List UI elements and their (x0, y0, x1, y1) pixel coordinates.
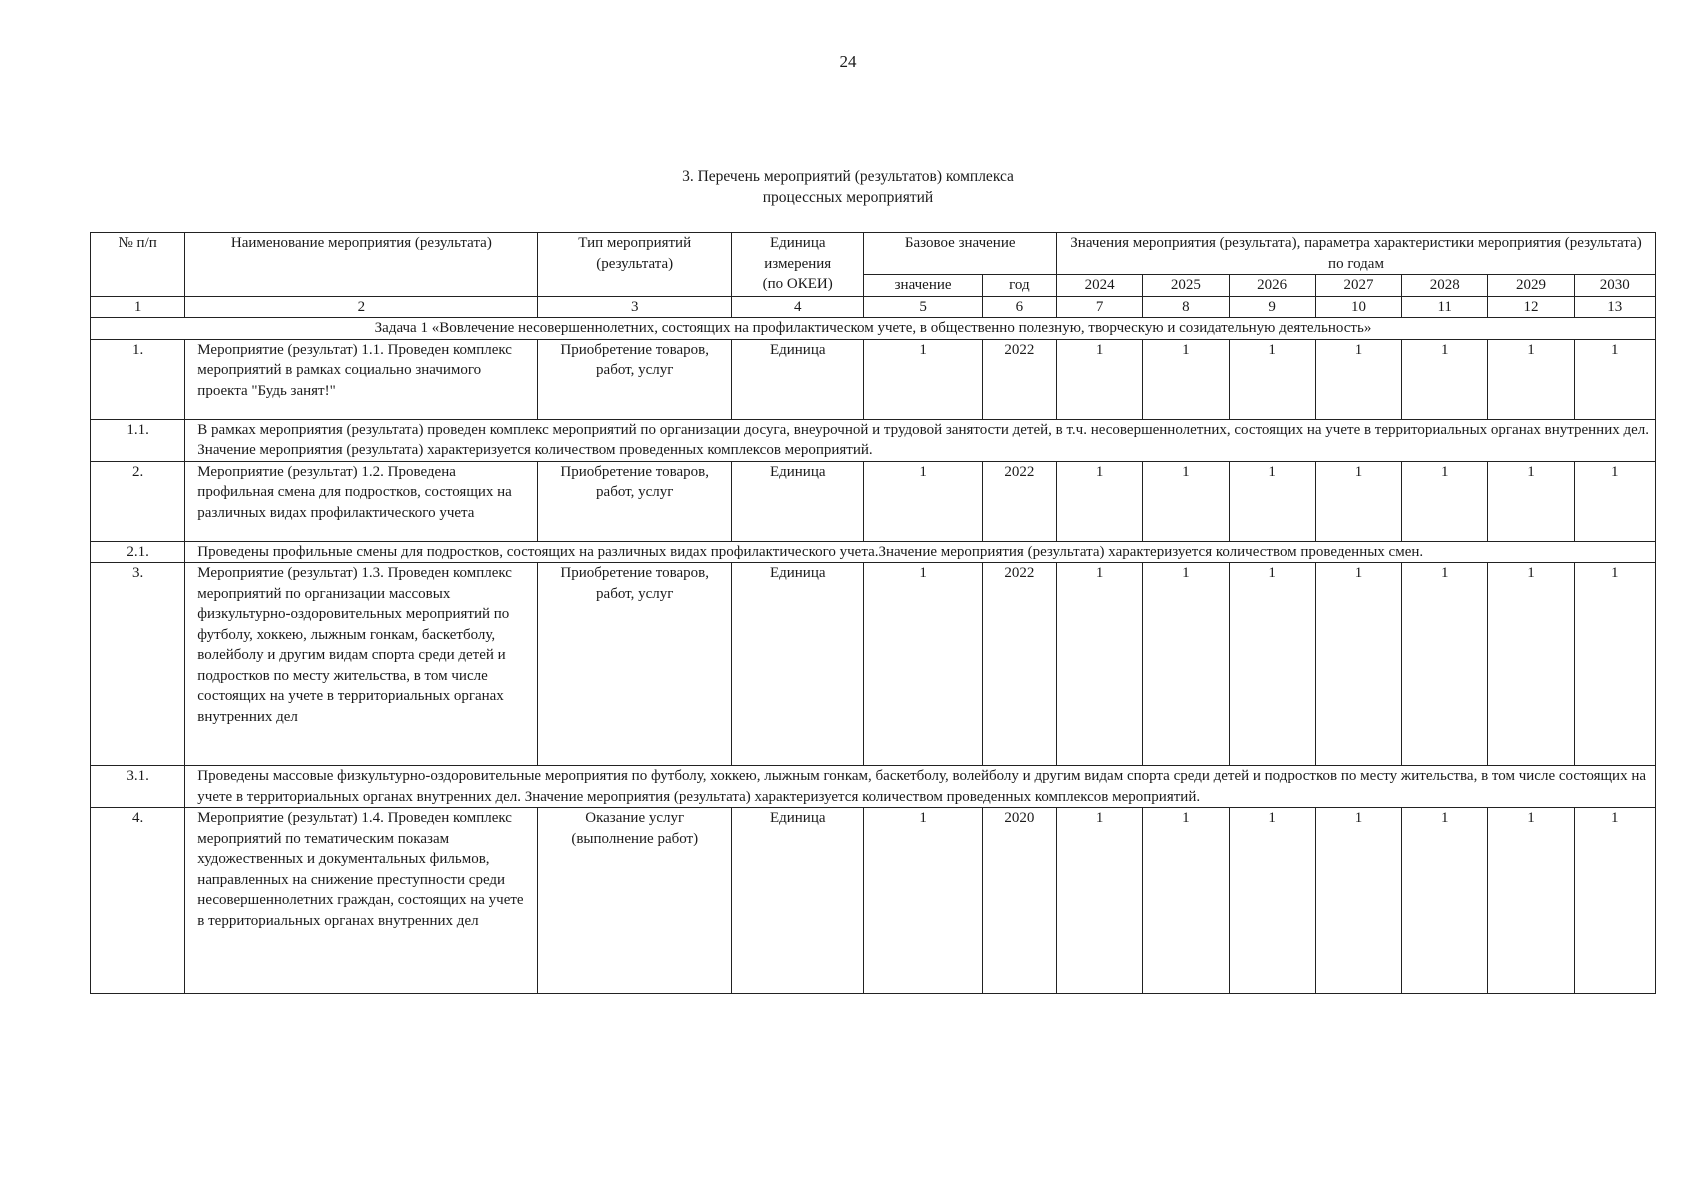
measure-year-value: 1 (1402, 563, 1488, 766)
measure-name: Мероприятие (результат) 1.3. Проведен комплекс мероприятий по организации массовых физкультурно-оздоровительных мероприятий по футболу, хоккею, лыжным гонкам, баскетболу, волейболу и другим видам спорта среди детей и подростков по месту жительства, в том числе состоящих на учете в территориальных органах внутренних дел (185, 563, 538, 766)
measure-year-value: 1 (1315, 563, 1401, 766)
column-number: 12 (1488, 296, 1574, 318)
header-year: 2027 (1315, 275, 1401, 297)
measure-year-value: 1 (1402, 808, 1488, 994)
measure-year-value: 1 (1315, 808, 1401, 994)
column-number: 10 (1315, 296, 1401, 318)
header-unit-line-1: Единица (769, 235, 826, 251)
measure-unit: Единица (732, 808, 864, 994)
measure-type: Оказание услуг (выполнение работ) (538, 808, 732, 994)
measure-year-value: 1 (1488, 461, 1574, 541)
measure-unit: Единица (732, 563, 864, 766)
column-number: 1 (91, 296, 185, 318)
measure-base-year: 2020 (982, 808, 1056, 994)
column-number: 7 (1057, 296, 1143, 318)
column-number: 8 (1143, 296, 1229, 318)
column-number: 5 (864, 296, 982, 318)
measure-year-value: 1 (1143, 563, 1229, 766)
measure-year-value: 1 (1315, 461, 1401, 541)
measure-base-year: 2022 (982, 339, 1056, 419)
header-year: 2024 (1057, 275, 1143, 297)
column-number: 2 (185, 296, 538, 318)
measure-note-row (91, 419, 1656, 461)
measure-year-value: 1 (1229, 461, 1315, 541)
measure-year-value: 1 (1229, 563, 1315, 766)
column-number: 4 (732, 296, 864, 318)
measure-year-value: 1 (1402, 461, 1488, 541)
measure-row (91, 461, 1656, 541)
measure-year-value: 1 (1574, 339, 1655, 419)
measure-year-value: 1 (1057, 461, 1143, 541)
measure-row (91, 808, 1656, 994)
header-base-value: значение (864, 275, 982, 297)
measure-year-value: 1 (1488, 339, 1574, 419)
measure-year-value: 1 (1488, 808, 1574, 994)
measure-row (91, 339, 1656, 419)
measure-year-value: 1 (1315, 339, 1401, 419)
measure-year-value: 1 (1402, 339, 1488, 419)
measure-year-value: 1 (1143, 339, 1229, 419)
measure-base-value: 1 (864, 563, 982, 766)
measure-name: Мероприятие (результат) 1.2. Проведена профильная смена для подростков, состоящих на различных видах профилактического учета (185, 461, 538, 541)
header-num: № п/п (91, 233, 185, 297)
header-type: Тип мероприятий (результата) (538, 233, 732, 297)
header-year: 2030 (1574, 275, 1655, 297)
measure-base-value: 1 (864, 461, 982, 541)
measure-unit: Единица (732, 339, 864, 419)
task-title: Задача 1 «Вовлечение несовершеннолетних, состоящих на профилактическом учете, в общественно полезную, творческую и созидательную деятельность» (91, 318, 1656, 340)
column-number: 3 (538, 296, 732, 318)
note-number: 1.1. (91, 419, 185, 461)
column-number: 11 (1402, 296, 1488, 318)
header-unit-line-2: измерения (764, 255, 832, 272)
measure-unit: Единица (732, 461, 864, 541)
measure-year-value: 1 (1229, 808, 1315, 994)
measure-year-value: 1 (1143, 808, 1229, 994)
title-line-1: 3. Перечень мероприятий (результатов) комплекса (682, 168, 1014, 185)
measure-note: Проведены профильные смены для подростков, состоящих на различных видах профилактического учета.Значение мероприятия (результата) характеризуется количеством проведенных смен. (185, 541, 1656, 563)
measure-number: 1. (91, 339, 185, 419)
measure-year-value: 1 (1574, 563, 1655, 766)
task-row (91, 318, 1656, 340)
header-year: 2029 (1488, 275, 1574, 297)
note-number: 2.1. (91, 541, 185, 563)
measure-year-value: 1 (1057, 563, 1143, 766)
column-number: 13 (1574, 296, 1655, 318)
header-year: 2028 (1402, 275, 1488, 297)
header-name: Наименование мероприятия (результата) (185, 233, 538, 297)
measure-row (91, 563, 1656, 766)
measure-name: Мероприятие (результат) 1.1. Проведен комплекс мероприятий в рамках социально значимого проекта "Будь занят!" (185, 339, 538, 419)
measure-number: 4. (91, 808, 185, 994)
header-values: Значения мероприятия (результата), параметра характеристики мероприятия (результата) по годам (1057, 233, 1656, 275)
measure-note-row (91, 541, 1656, 563)
measure-name: Мероприятие (результат) 1.4. Проведен комплекс мероприятий по тематическим показам художественных и документальных фильмов, направленных на снижение преступности среди несовершеннолетних граждан, состоящих на учете в территориальных органах внутренних дел (185, 808, 538, 994)
measure-base-year: 2022 (982, 461, 1056, 541)
measure-number: 2. (91, 461, 185, 541)
title-line-2: процессных мероприятий (762, 189, 934, 206)
measure-year-value: 1 (1574, 461, 1655, 541)
header-unit (732, 233, 864, 297)
measure-number: 3. (91, 563, 185, 766)
measure-note: Проведены массовые физкультурно-оздоровительные мероприятия по футболу, хоккею, лыжным гонкам, баскетболу, волейболу и другим видам спорта среди детей и подростков по месту жительства, в том числе состоящих на учете в территориальных органах внутренних дел. Значение мероприятия (результата) характеризуется количеством проведенных комплексов мероприятий. (185, 766, 1656, 808)
measure-type: Приобретение товаров, работ, услуг (538, 339, 732, 419)
measure-year-value: 1 (1488, 563, 1574, 766)
measure-year-value: 1 (1574, 808, 1655, 994)
measure-base-year: 2022 (982, 563, 1056, 766)
header-base-year: год (982, 275, 1056, 297)
column-number: 6 (982, 296, 1056, 318)
measure-year-value: 1 (1057, 808, 1143, 994)
header-year: 2025 (1143, 275, 1229, 297)
measure-year-value: 1 (1143, 461, 1229, 541)
note-number: 3.1. (91, 766, 185, 808)
header-unit-line-3: (по ОКЕИ) (762, 276, 833, 292)
measure-note-row (91, 766, 1656, 808)
measures-table (90, 232, 1656, 994)
column-number: 9 (1229, 296, 1315, 318)
measure-type: Приобретение товаров, работ, услуг (538, 461, 732, 541)
header-base: Базовое значение (864, 233, 1057, 275)
measure-note: В рамках мероприятия (результата) проведен комплекс мероприятий по организации досуга, внеурочной и трудовой занятости детей, в т.ч. несовершеннолетних, состоящих на учете в территориальных органах внутренних дел. Значение мероприятия (результата) характеризуется количеством проведенных комплексов мероприятий. (185, 419, 1656, 461)
measure-type: Приобретение товаров, работ, услуг (538, 563, 732, 766)
header-year: 2026 (1229, 275, 1315, 297)
measure-base-value: 1 (864, 339, 982, 419)
page-number: 24 (839, 52, 857, 71)
measure-year-value: 1 (1057, 339, 1143, 419)
column-numbers-row (91, 296, 1656, 318)
document-title (0, 166, 1696, 208)
measure-year-value: 1 (1229, 339, 1315, 419)
measure-base-value: 1 (864, 808, 982, 994)
